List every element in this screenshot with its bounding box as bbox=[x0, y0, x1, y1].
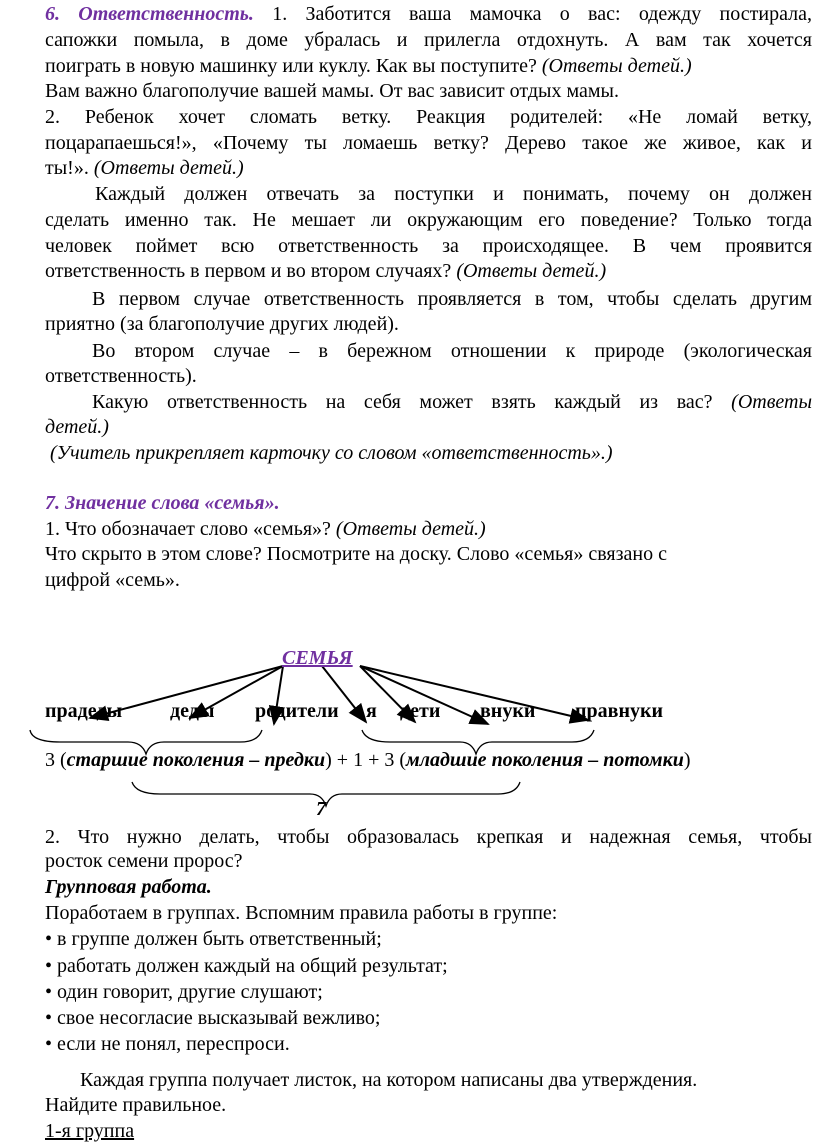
brace-total bbox=[132, 782, 520, 806]
text-line bbox=[45, 516, 812, 542]
text-segment: Каждый должен отвечать за поступки и понимать, почему он должен bbox=[95, 183, 812, 205]
text-segment: (Ответы детей.) bbox=[541, 55, 692, 77]
text-line bbox=[45, 207, 812, 233]
text-line bbox=[45, 130, 812, 156]
text-segment: Вам важно благополучие вашей мамы. От вас зависит отдых мамы. bbox=[45, 80, 619, 102]
text-segment: (Учитель прикрепляет карточку со словом «ответственность».) bbox=[50, 442, 613, 464]
text-segment: (Ответы детей.) bbox=[335, 518, 486, 540]
formula-segment: ) + 1 + 3 ( bbox=[325, 749, 407, 771]
text-segment: (Ответы детей.) bbox=[456, 260, 607, 282]
text-segment: • свое несогласие высказывай вежливо; bbox=[45, 1007, 381, 1029]
text-segment: (Ответы bbox=[731, 391, 812, 413]
text-line bbox=[45, 541, 812, 567]
text-segment: Во втором случае – в бережном отношении к природе (экологическая bbox=[92, 340, 812, 362]
text-segment: 1. Что обозначает слово «семья»? bbox=[45, 518, 336, 540]
text-segment: • если не понял, переспроси. bbox=[45, 1033, 290, 1055]
arrow-pravnuki bbox=[360, 666, 588, 720]
text-segment: человек поймет всю ответственность за происходящее. В чем проявится bbox=[45, 235, 812, 257]
text-segment: • работать должен каждый на общий результат; bbox=[45, 955, 448, 977]
text-line bbox=[45, 1092, 812, 1118]
generation-pradedy: прадеды bbox=[45, 700, 123, 722]
formula-segment: ) bbox=[683, 749, 691, 771]
text-line bbox=[45, 27, 812, 53]
total-seven: 7 bbox=[316, 798, 326, 820]
text-line bbox=[45, 567, 812, 593]
text-line bbox=[92, 286, 812, 312]
text-segment: Найдите правильное. bbox=[45, 1094, 227, 1116]
text-line bbox=[45, 490, 812, 516]
text-segment: росток семени пророс? bbox=[45, 850, 243, 872]
text-segment: сапожки помыла, в доме убралась и прилегла отдохнуть. А вам так хочется bbox=[45, 29, 812, 51]
text-line bbox=[80, 1067, 812, 1093]
text-line bbox=[45, 848, 812, 874]
diagram-root-word: СЕМЬЯ bbox=[282, 647, 353, 669]
diagram-arrows bbox=[0, 630, 816, 830]
text-segment: поцарапаешься!», «Почему ты ломаешь ветку? Дерево такое же живое, как и bbox=[45, 132, 812, 154]
text-segment: • в группе должен быть ответственный; bbox=[45, 928, 382, 950]
text-line bbox=[45, 414, 812, 440]
text-line bbox=[45, 953, 812, 979]
text-segment: цифрой «семь». bbox=[45, 569, 180, 591]
text-segment: приятно (за благополучие других людей). bbox=[45, 313, 399, 335]
text-segment: Что скрыто в этом слове? Посмотрите на доску. Слово «семья» связано с bbox=[45, 543, 667, 565]
text-segment: ответственность в первом и во втором случаях? bbox=[45, 260, 457, 282]
generation-dedy: деды bbox=[170, 700, 215, 722]
generation-deti: дети bbox=[400, 700, 441, 722]
text-segment: поиграть в новую машинку или куклу. Как вы поступите? bbox=[45, 55, 542, 77]
text-segment: сделать именно так. Не мешает ли окружающим его поведение? Только тогда bbox=[45, 209, 812, 231]
text-line bbox=[45, 104, 812, 130]
text-segment: Каждая группа получает листок, на котором написаны два утверждения. bbox=[80, 1069, 698, 1091]
text-line bbox=[45, 78, 812, 104]
text-segment: • один говорит, другие слушают; bbox=[45, 981, 323, 1003]
text-segment: 2. Ребенок хочет сломать ветку. Реакция родителей: «Не ломай ветку, bbox=[45, 106, 812, 128]
text-line bbox=[45, 155, 812, 181]
text-segment: 1. Заботится ваша мамочка о вас: одежду постирала, bbox=[253, 3, 812, 25]
text-line bbox=[95, 181, 812, 207]
generation-roditeli: родители bbox=[255, 700, 339, 722]
text-line bbox=[45, 900, 812, 926]
text-line bbox=[45, 926, 812, 952]
generation-vnuki: внуки bbox=[480, 700, 536, 722]
text-segment: 6. Ответственность. bbox=[45, 3, 254, 25]
formula-segment: старшие поколения – предки bbox=[66, 749, 326, 771]
text-line bbox=[50, 440, 812, 466]
text-line bbox=[45, 363, 812, 389]
text-segment: детей.) bbox=[45, 416, 109, 438]
text-segment: Групповая работа. bbox=[45, 876, 212, 898]
text-segment: Какую ответственность на себя может взять каждый из вас? bbox=[92, 391, 732, 413]
text-segment: 2. Что нужно делать, чтобы образовалась крепкая и надежная семья, чтобы bbox=[45, 826, 812, 848]
text-segment: 7. Значение слова «семья». bbox=[45, 492, 280, 514]
text-segment: Поработаем в группах. Вспомним правила работы в группе: bbox=[45, 902, 558, 924]
text-line bbox=[92, 389, 812, 415]
text-line bbox=[45, 979, 812, 1005]
text-line bbox=[45, 1, 812, 27]
formula-segment: младшие поколения – потомки bbox=[406, 749, 684, 771]
text-line bbox=[45, 874, 812, 900]
text-line bbox=[45, 1005, 812, 1031]
generation-ya: я bbox=[366, 700, 377, 722]
text-line bbox=[45, 311, 812, 337]
generation-pravnuki: правнуки bbox=[575, 700, 664, 722]
text-line bbox=[45, 1031, 812, 1057]
text-line bbox=[45, 258, 812, 284]
text-segment: ответственность). bbox=[45, 365, 197, 387]
text-line bbox=[45, 233, 812, 259]
text-segment: В первом случае ответственность проявляется в том, чтобы сделать другим bbox=[92, 288, 812, 310]
text-segment: 1-я группа bbox=[45, 1120, 135, 1142]
text-segment: (Ответы детей.) bbox=[93, 157, 244, 179]
text-line bbox=[45, 53, 812, 79]
text-segment: ты!». bbox=[45, 157, 94, 179]
generation-formula bbox=[45, 747, 691, 773]
formula-segment: 3 ( bbox=[45, 749, 67, 771]
family-diagram bbox=[0, 630, 816, 830]
text-line bbox=[92, 338, 812, 364]
text-line bbox=[45, 1118, 812, 1144]
